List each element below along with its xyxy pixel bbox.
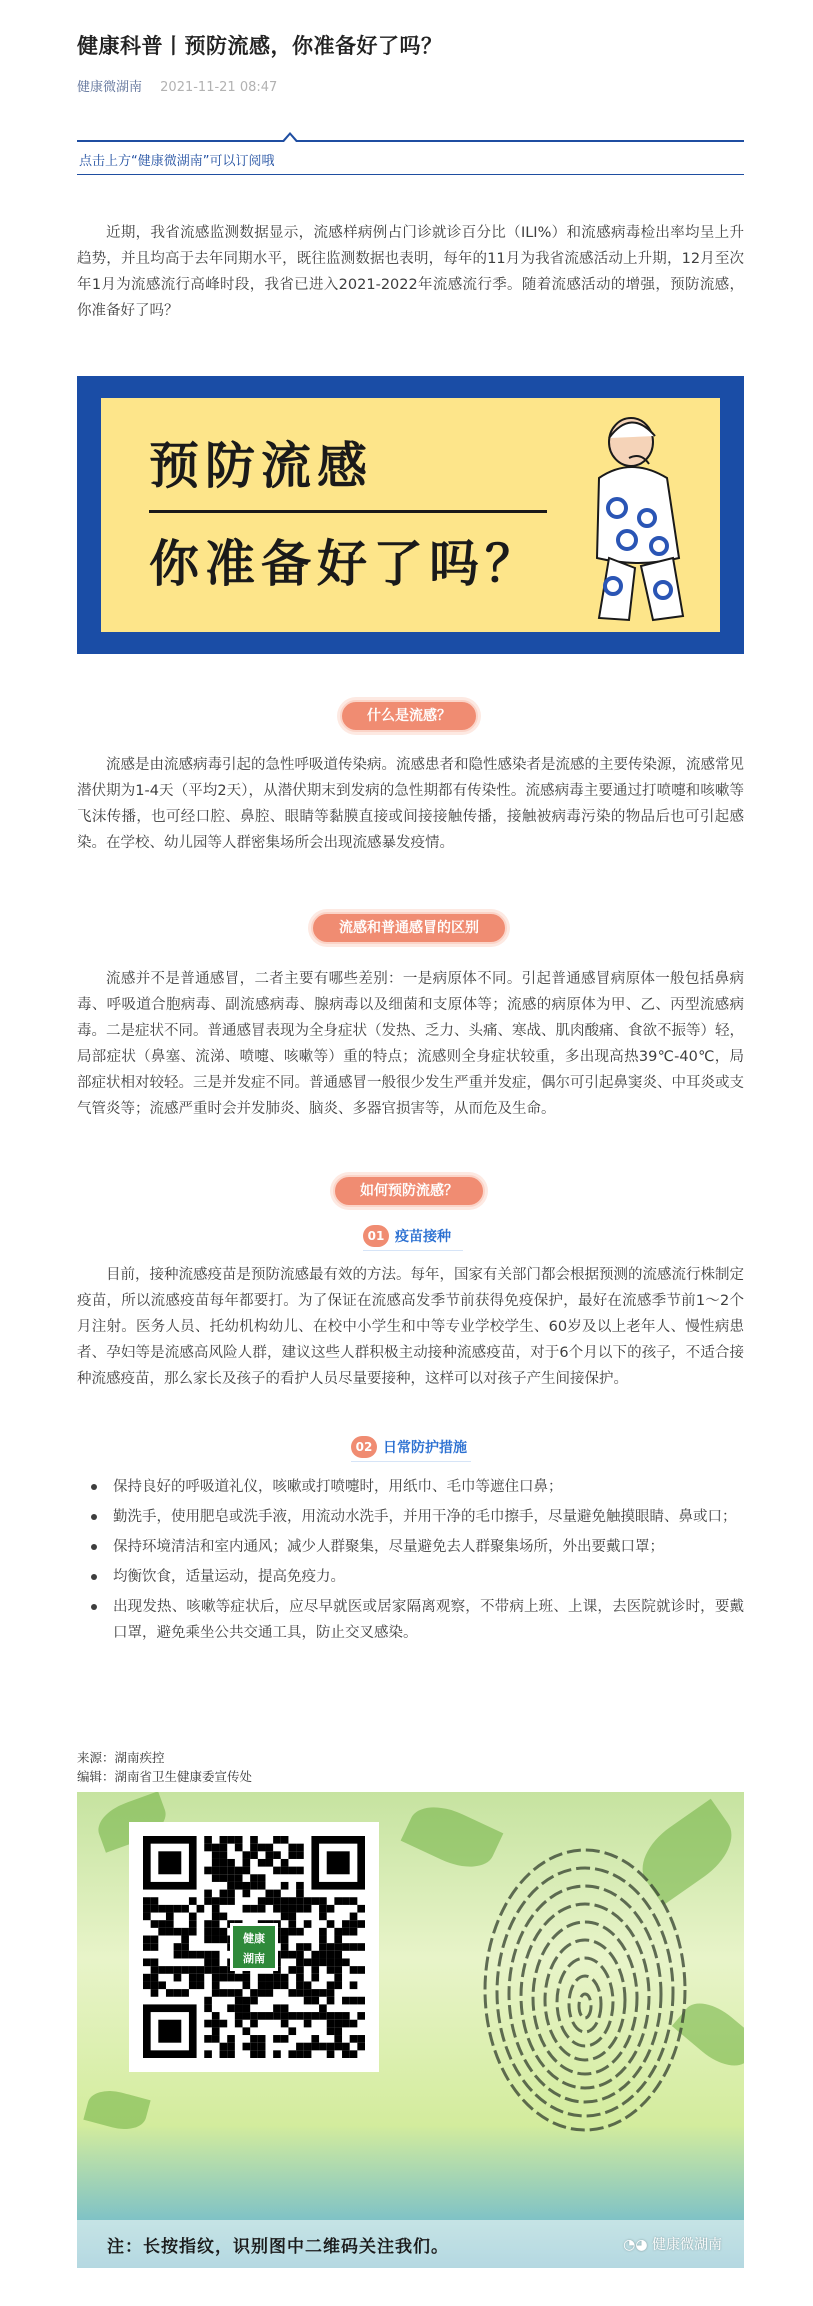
step-number-badge: 02 (351, 1436, 377, 1458)
divider (77, 174, 744, 175)
what-paragraph: 流感是由流感病毒引起的急性呼吸道传染病。流感患者和隐性感染者是流感的主要传染源，流感常见潜伏期为1-4天（平均2天），从潜伏期末到发病的急性期都有传染性。流感病毒主要通过打喷嚏和咳嗽等飞沫传播，也可经口腔、鼻腔、眼睛等黏膜直接或间接接触传播，接触被病毒污染的物品后也可引起感染。在学校、幼儿园等人群密集场所会出现流感暴发疫情。 (77, 757, 744, 851)
list-item: 保持环境清洁和室内通风；减少人群聚集，尽量避免去人群聚集场所，外出要戴口罩； (77, 1534, 744, 1560)
author-link[interactable]: 健康微湖南 (77, 80, 143, 95)
hero-banner-image (77, 376, 744, 654)
section-heading-what: 什么是流感？ (340, 700, 478, 732)
article-meta (77, 76, 277, 95)
fingerprint-icon[interactable] (475, 1840, 695, 2140)
divider (77, 140, 744, 142)
intro-paragraph: 近期，我省流感监测数据显示，流感样病例占门诊就诊百分比（ILI%）和流感病毒检出率均呈上升趋势，并且均高于去年同期水平，既往监测数据也表明，每年的11月为我省流感活动上升期，12月至次年1月为流感流行高峰时段，我省已进入2021-2022年流感流行季。随着流感活动的增强，预防流感，你准备好了吗？ (77, 225, 744, 319)
bullet-icon (91, 1574, 97, 1580)
editor-line: 编辑：湖南省卫生健康委宣传处 (77, 1769, 253, 1784)
article-title: 健康科普丨预防流感，你准备好了吗？ (77, 34, 443, 58)
watermark: ◔◕ 健康微湖南 (623, 2237, 722, 2253)
subheading-daily-measures (351, 1436, 467, 1458)
qr-code-image[interactable] (129, 1822, 379, 2072)
qr-code-card[interactable] (77, 1792, 744, 2268)
wechat-icon: ◔◕ (623, 2237, 652, 2253)
health-hunan-logo: 健康 湖南 (230, 1923, 278, 1971)
bullet-icon (91, 1484, 97, 1490)
vaccine-paragraph: 目前，接种流感疫苗是预防流感最有效的方法。每年，国家有关部门都会根据预测的流感流行株制定疫苗，所以流感疫苗每年都要打。为了保证在流感高发季节前获得免疫保护，最好在流感季节前1～2个月注射。医务人员、托幼机构幼儿、在校中小学生和中等专业学校学生、60岁及以上老年人、慢性病患者、孕妇等是流感高风险人群，建议这些人群积极主动接种流感疫苗，对于6个月以下的孩子，不适合接种流感疫苗，那么家长及孩子的看护人员尽量要接种，这样可以对孩子产生间接保护。 (77, 1267, 744, 1387)
section-heading-prevent: 如何预防流感？ (333, 1175, 485, 1207)
subheading-label: 日常防护措施 (383, 1440, 467, 1456)
bullet-icon (91, 1514, 97, 1520)
credits (77, 1748, 252, 1786)
measures-list (77, 1474, 744, 1650)
section-heading-difference: 流感和普通感冒的区别 (311, 912, 507, 944)
qr-footnote (77, 2220, 744, 2268)
subheading-vaccine (363, 1225, 451, 1247)
subscribe-banner[interactable] (77, 140, 744, 176)
divider (363, 1250, 463, 1251)
banner-line-1: 预防流感 (149, 437, 373, 495)
subheading-label: 疫苗接种 (395, 1229, 451, 1245)
bullet-icon (91, 1544, 97, 1550)
list-item: 均衡饮食，适量运动，提高免疫力。 (77, 1564, 744, 1590)
divider (149, 510, 547, 513)
qr-instruction: 注：长按指纹，识别图中二维码关注我们。 (107, 2237, 449, 2257)
divider (351, 1461, 471, 1462)
source-line: 来源：湖南疾控 (77, 1750, 165, 1765)
step-number-badge: 01 (363, 1225, 389, 1247)
list-item: 出现发热、咳嗽等症状后，应尽早就医或居家隔离观察，不带病上班、上课，去医院就诊时，要戴口罩，避免乘坐公共交通工具，防止交叉感染。 (77, 1594, 744, 1646)
difference-paragraph: 流感并不是普通感冒，二者主要有哪些差别：一是病原体不同。引起普通感冒病原体一般包括鼻病毒、呼吸道合胞病毒、副流感病毒、腺病毒以及细菌和支原体等；流感的病原体为甲、乙、丙型流感病毒。二是症状不同。普通感冒表现为全身症状（发热、乏力、头痛、寒战、肌肉酸痛、食欲不振等）轻，局部症状（鼻塞、流涕、喷嚏、咳嗽等）重的特点；流感则全身症状较重，多出现高热39℃-40℃，局部症状相对较轻。三是并发症不同。普通感冒一般很少发生严重并发症，偶尔可引起鼻窦炎、中耳炎或支气管炎等；流感严重时会并发肺炎、脑炎、多器官损害等，从而危及生命。 (77, 971, 744, 1117)
bullet-icon (91, 1604, 97, 1610)
publish-date: 2021-11-21 08:47 (160, 80, 278, 95)
banner-line-2: 你准备好了吗？ (149, 535, 541, 593)
list-item: 勤洗手，使用肥皂或洗手液，用流动水洗手，并用干净的毛巾擦手，尽量避免触摸眼睛、鼻或口； (77, 1504, 744, 1530)
doctor-illustration-icon (569, 408, 709, 628)
list-item: 保持良好的呼吸道礼仪，咳嗽或打喷嚏时，用纸巾、毛巾等遮住口鼻； (77, 1474, 744, 1500)
subscribe-text: 点击上方“健康微湖南”可以订阅哦 (79, 154, 275, 169)
